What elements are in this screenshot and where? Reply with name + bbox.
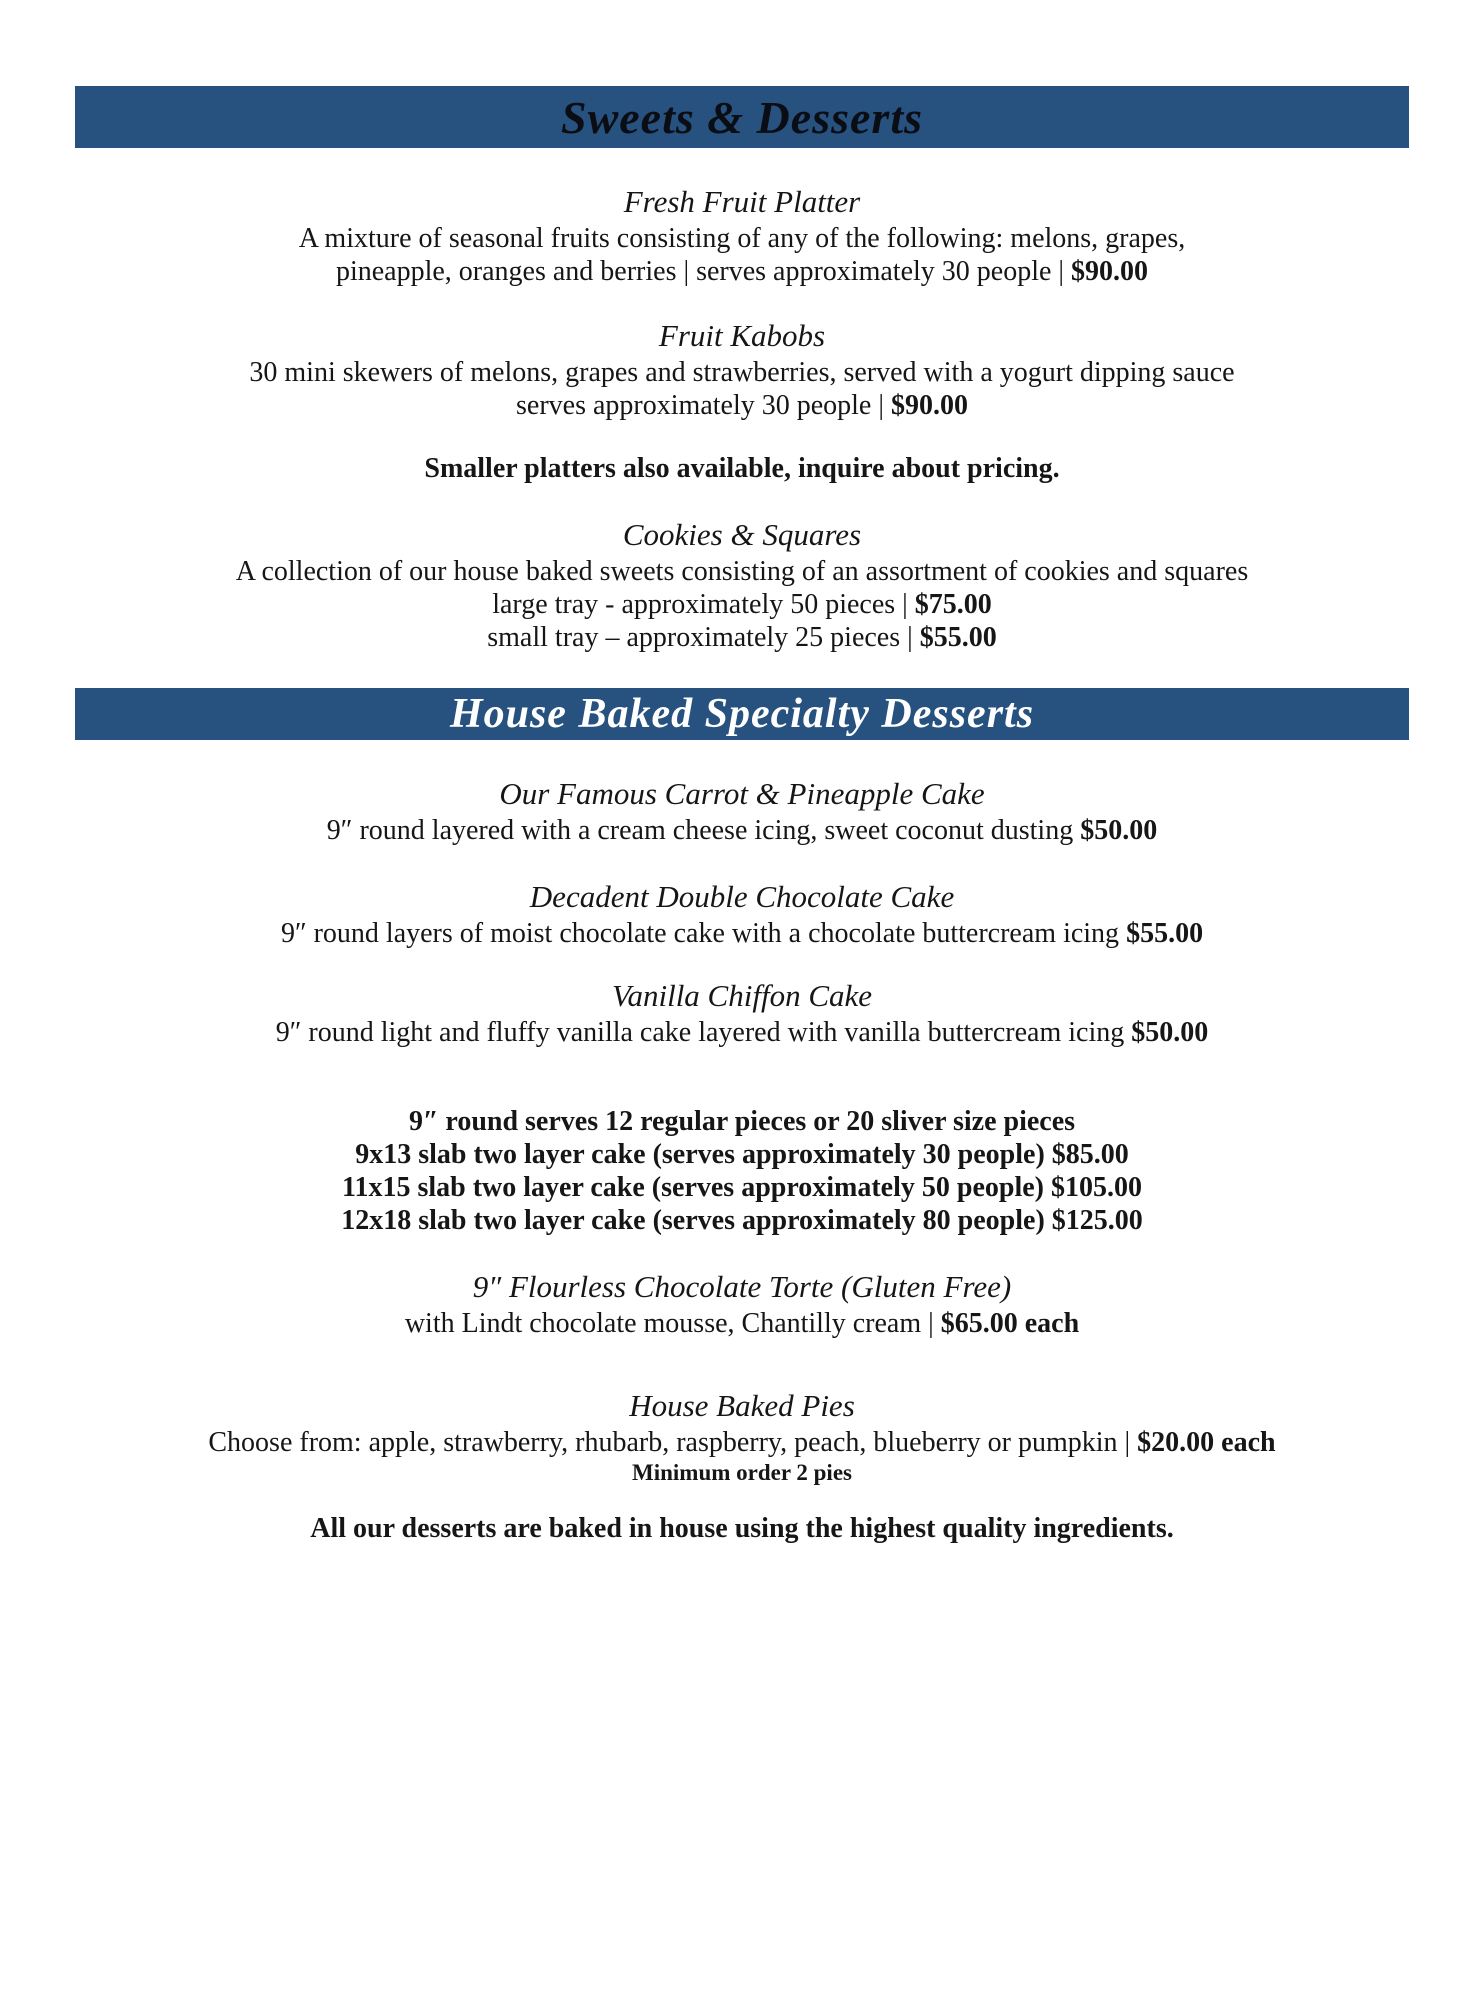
small-tray-price-line xyxy=(75,621,1409,654)
cake-sizing-info xyxy=(75,1105,1409,1237)
item-description-text: 9″ round layered with a cream cheese icing, sweet coconut dusting xyxy=(326,815,1081,846)
item-price: $90.00 xyxy=(890,390,968,421)
banner-title-sweets-desserts: Sweets & Desserts xyxy=(561,91,923,143)
item-description-line: A mixture of seasonal fruits consisting of any of the following: melons, grapes, xyxy=(298,223,1186,254)
sizing-line: 11x15 slab two layer cake (serves approximately 50 people) $105.00 xyxy=(341,1172,1142,1203)
menu-item-vanilla-chiffon-cake xyxy=(75,976,1409,1049)
item-title: Vanilla Chiffon Cake xyxy=(611,978,873,1013)
item-price: $50.00 xyxy=(1131,1017,1209,1048)
item-description-text: with Lindt chocolate mousse, Chantilly cream | xyxy=(404,1308,941,1339)
item-title: 9″ Flourless Chocolate Torte (Gluten Free) xyxy=(472,1269,1012,1304)
footer-note xyxy=(75,1512,1409,1545)
item-description-text: Choose from: apple, strawberry, rhubarb, raspberry, peach, blueberry or pumpkin | xyxy=(208,1427,1138,1458)
note-text: Smaller platters also available, inquire about pricing. xyxy=(424,453,1060,484)
menu-page xyxy=(0,86,1484,1545)
item-description-text: 9″ round layers of moist chocolate cake with a chocolate buttercream icing xyxy=(280,918,1127,949)
section-banner-house-baked-specialty-desserts xyxy=(75,688,1409,740)
item-price: $55.00 xyxy=(919,622,997,653)
item-description-text: 9″ round light and fluffy vanilla cake layered with vanilla buttercream icing xyxy=(275,1017,1132,1048)
item-price: $55.00 xyxy=(1126,918,1204,949)
item-price-line xyxy=(75,1016,1409,1049)
menu-item-fruit-kabobs xyxy=(75,316,1409,422)
item-price-line xyxy=(75,255,1409,288)
large-tray-price-line xyxy=(75,588,1409,621)
menu-item-cookies-squares xyxy=(75,515,1409,654)
item-description-text: pineapple, oranges and berries | serves approximately 30 people | xyxy=(335,256,1072,287)
item-price: $50.00 xyxy=(1080,815,1158,846)
item-price: $20.00 each xyxy=(1137,1427,1276,1458)
sizing-line: 9x13 slab two layer cake (serves approximately 30 people) $85.00 xyxy=(355,1139,1129,1170)
footer-note-text: All our desserts are baked in house using the highest quality ingredients. xyxy=(310,1513,1174,1544)
sizing-line: 9″ round serves 12 regular pieces or 20 sliver size pieces xyxy=(408,1106,1076,1137)
item-price-line xyxy=(75,1307,1409,1340)
item-price-line xyxy=(75,1426,1409,1459)
menu-item-carrot-pineapple-cake xyxy=(75,774,1409,847)
item-price-line xyxy=(75,389,1409,422)
item-description-line: 30 mini skewers of melons, grapes and strawberries, served with a yogurt dipping sauce xyxy=(249,357,1235,388)
item-price: $75.00 xyxy=(914,589,992,620)
minimum-order-note: Minimum order 2 pies xyxy=(632,1460,852,1485)
item-description-line: A collection of our house baked sweets consisting of an assortment of cookies and squares xyxy=(235,556,1249,587)
item-description-text: serves approximately 30 people | xyxy=(516,390,891,421)
smaller-platters-note xyxy=(75,452,1409,485)
item-price: $90.00 xyxy=(1071,256,1149,287)
banner-title-house-baked-specialty-desserts: House Baked Specialty Desserts xyxy=(449,691,1035,737)
item-title: Cookies & Squares xyxy=(622,517,862,552)
item-description-text: large tray - approximately 50 pieces | xyxy=(492,589,915,620)
item-title: Fresh Fruit Platter xyxy=(623,184,861,219)
item-price-line xyxy=(75,917,1409,950)
item-title: House Baked Pies xyxy=(629,1388,855,1423)
sizing-line: 12x18 slab two layer cake (serves approximately 80 people) $125.00 xyxy=(341,1205,1143,1236)
menu-item-fresh-fruit-platter xyxy=(75,182,1409,288)
item-title: Our Famous Carrot & Pineapple Cake xyxy=(499,776,985,811)
menu-item-flourless-chocolate-torte xyxy=(75,1267,1409,1340)
item-title: Decadent Double Chocolate Cake xyxy=(529,879,955,914)
section-banner-sweets-desserts xyxy=(75,86,1409,148)
item-title: Fruit Kabobs xyxy=(658,318,826,353)
item-price-line xyxy=(75,814,1409,847)
menu-item-house-baked-pies xyxy=(75,1386,1409,1486)
menu-item-double-chocolate-cake xyxy=(75,877,1409,950)
item-price: $65.00 each xyxy=(940,1308,1080,1339)
item-description-text: small tray – approximately 25 pieces | xyxy=(487,622,920,653)
